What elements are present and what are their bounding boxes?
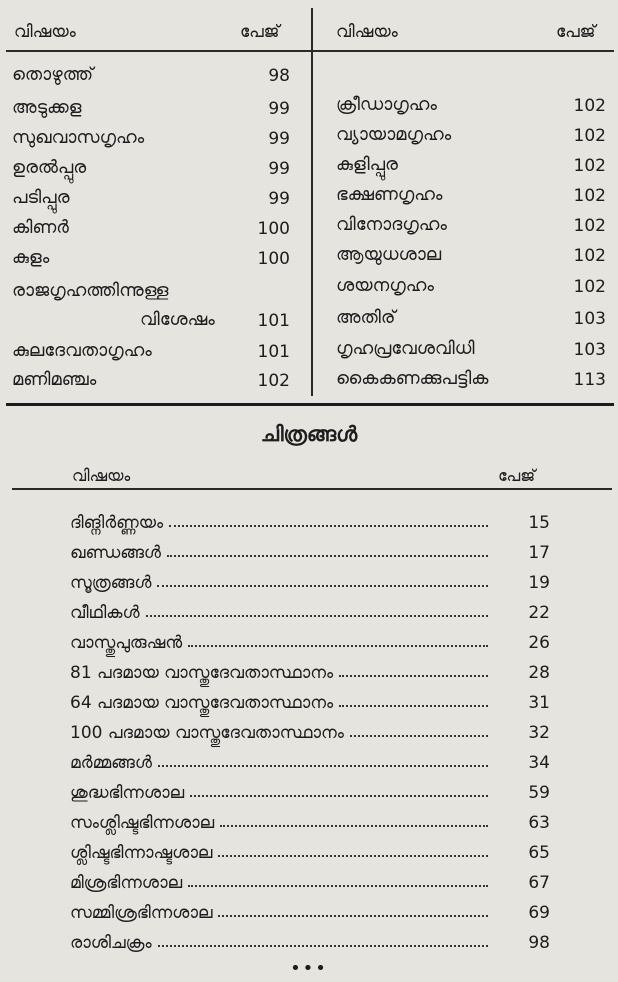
figure-page: 98	[528, 933, 550, 953]
right-row-page: 103	[573, 340, 606, 360]
left-row-subject: കുളം	[12, 247, 50, 268]
figure-subject: വാസ്തുപുരുഷൻ	[70, 633, 183, 653]
left-row-subject: തൊഴുത്ത്	[12, 64, 94, 85]
column-divider	[311, 8, 313, 396]
left-row-subject: കിണർ	[12, 217, 69, 238]
figure-row	[70, 803, 550, 833]
left-row-page: 100	[257, 219, 290, 239]
figures-header-page: പേജ്	[498, 466, 536, 485]
right-row-page: 113	[573, 370, 606, 390]
figure-subject: 81 പദമായ വാസ്തുദേവതാസ്ഥാനം	[70, 663, 334, 683]
right-row-page: 102	[573, 156, 606, 176]
dot-leader	[218, 914, 488, 917]
figure-subject: ശ്ലിഷ്ടഭിന്നാഷ്ടശാല	[70, 843, 213, 863]
left-row-subject: പടിപ്പുര	[12, 187, 70, 208]
left-row-subject: ഉരൽപ്പുര	[12, 157, 87, 178]
right-row-subject: ഗൃഹപ്രവേശവിധി	[336, 338, 475, 359]
figure-page: 17	[528, 543, 550, 563]
figure-row	[70, 743, 550, 773]
figure-row	[70, 563, 550, 593]
dot-leader	[169, 524, 488, 527]
figure-page: 67	[528, 873, 550, 893]
left-header-page: പേജ്	[240, 22, 280, 42]
right-row-subject: വ്യായാമഗൃഹം	[336, 124, 452, 145]
section-rule	[6, 403, 614, 406]
figure-subject: ഖണ്ഡങ്ങൾ	[70, 543, 162, 563]
right-row-page: 102	[573, 186, 606, 206]
right-row-subject: ക്രീഡാഗൃഹം	[336, 94, 437, 115]
figure-row	[70, 533, 550, 563]
left-row-subject: വിശേഷം	[140, 309, 215, 330]
right-row-subject: ആയുധശാല	[336, 244, 442, 265]
right-row-page: 102	[573, 216, 606, 236]
figure-row	[70, 773, 550, 803]
figure-subject: സമ്മിശ്രഭിന്നശാല	[70, 903, 213, 923]
figure-row	[70, 713, 550, 743]
figure-page: 28	[528, 663, 550, 683]
figures-header-subject: വിഷയം	[72, 466, 131, 485]
left-row-page: 99	[268, 129, 290, 149]
figure-page: 26	[528, 633, 550, 653]
dot-leader	[158, 764, 488, 767]
dot-leader	[218, 854, 488, 857]
dot-leader	[188, 884, 488, 887]
figure-subject: മർമ്മങ്ങൾ	[70, 753, 152, 773]
left-row-subject: അടുക്കള	[12, 97, 82, 118]
figure-row	[70, 623, 550, 653]
figure-subject: സംശ്ലിഷ്ടഭിന്നശാല	[70, 813, 215, 833]
right-row-subject: കുളിപ്പുര	[336, 154, 398, 175]
figure-subject: രാശിചക്രം	[70, 933, 152, 953]
right-row-subject: കൈകണക്കുപട്ടിക	[336, 368, 489, 389]
right-header-subject: വിഷയം	[336, 22, 398, 42]
figures-header-rule	[12, 488, 612, 490]
left-header-subject: വിഷയം	[14, 22, 76, 42]
right-row-page: 103	[573, 309, 606, 329]
dot-leader	[339, 704, 488, 707]
dot-leader	[350, 734, 488, 737]
figure-page: 65	[528, 843, 550, 863]
figure-row	[70, 683, 550, 713]
left-row-subject: മണിമഞ്ചം	[12, 369, 97, 390]
figure-subject: 64 പദമായ വാസ്തുദേവതാസ്ഥാനം	[70, 693, 334, 713]
figure-subject: 100 പദമായ വാസ്തുദേവതാസ്ഥാനം	[70, 723, 344, 743]
right-row-subject: ശയനഗൃഹം	[336, 275, 434, 296]
figure-subject: സൂത്രങ്ങൾ	[70, 573, 152, 593]
figure-subject: വീഥികൾ	[70, 603, 140, 623]
figure-page: 32	[528, 723, 550, 743]
left-row-page: 101	[257, 311, 290, 331]
right-row-subject: അതിര്	[336, 307, 396, 328]
figure-row	[70, 503, 550, 533]
left-row-subject: രാജഗൃഹത്തിന്നുള്ള	[12, 280, 169, 301]
dot-leader	[146, 614, 488, 617]
right-row-subject: ഭക്ഷണഗൃഹം	[336, 184, 443, 205]
figure-page: 15	[528, 513, 550, 533]
left-row-page: 101	[257, 342, 290, 362]
figures-title: ചിത്രങ്ങൾ	[260, 422, 358, 446]
left-row-page: 99	[268, 189, 290, 209]
figure-row	[70, 593, 550, 623]
dot-leader	[190, 794, 488, 797]
right-row-page: 102	[573, 246, 606, 266]
left-row-subject: കുലദേവതാഗൃഹം	[12, 340, 152, 361]
right-header-page: പേജ്	[556, 22, 596, 42]
figure-row	[70, 863, 550, 893]
figure-subject: മിശ്രഭിന്നശാല	[70, 873, 183, 893]
left-row-page: 99	[268, 159, 290, 179]
left-row-page: 98	[268, 66, 290, 86]
figure-row	[70, 833, 550, 863]
figure-row	[70, 893, 550, 923]
dot-leader	[158, 944, 488, 947]
right-row-page: 102	[573, 96, 606, 116]
figure-page: 22	[528, 603, 550, 623]
right-row-page: 102	[573, 126, 606, 146]
figure-page: 59	[528, 783, 550, 803]
dot-leader	[188, 644, 488, 647]
header-rule	[6, 50, 614, 52]
figure-page: 69	[528, 903, 550, 923]
left-row-page: 102	[257, 371, 290, 391]
left-row-page: 99	[268, 99, 290, 119]
dot-leader	[157, 584, 488, 587]
figure-row	[70, 653, 550, 683]
contents-table	[0, 0, 618, 402]
end-mark: •••	[290, 958, 328, 979]
figure-page: 19	[528, 573, 550, 593]
right-row-page: 102	[573, 277, 606, 297]
left-row-page: 100	[257, 249, 290, 269]
figure-subject: ശുദ്ധഭിന്നശാല	[70, 783, 185, 803]
dot-leader	[339, 674, 488, 677]
figure-row	[70, 923, 550, 953]
figure-page: 63	[528, 813, 550, 833]
right-row-subject: വിനോദഗൃഹം	[336, 214, 447, 235]
figure-subject: ദിങ്നിർണ്ണയം	[70, 513, 164, 533]
figure-page: 31	[528, 693, 550, 713]
figure-page: 34	[528, 753, 550, 773]
left-row-subject: സുഖവാസഗൃഹം	[12, 127, 145, 148]
dot-leader	[167, 554, 488, 557]
dot-leader	[220, 824, 488, 827]
